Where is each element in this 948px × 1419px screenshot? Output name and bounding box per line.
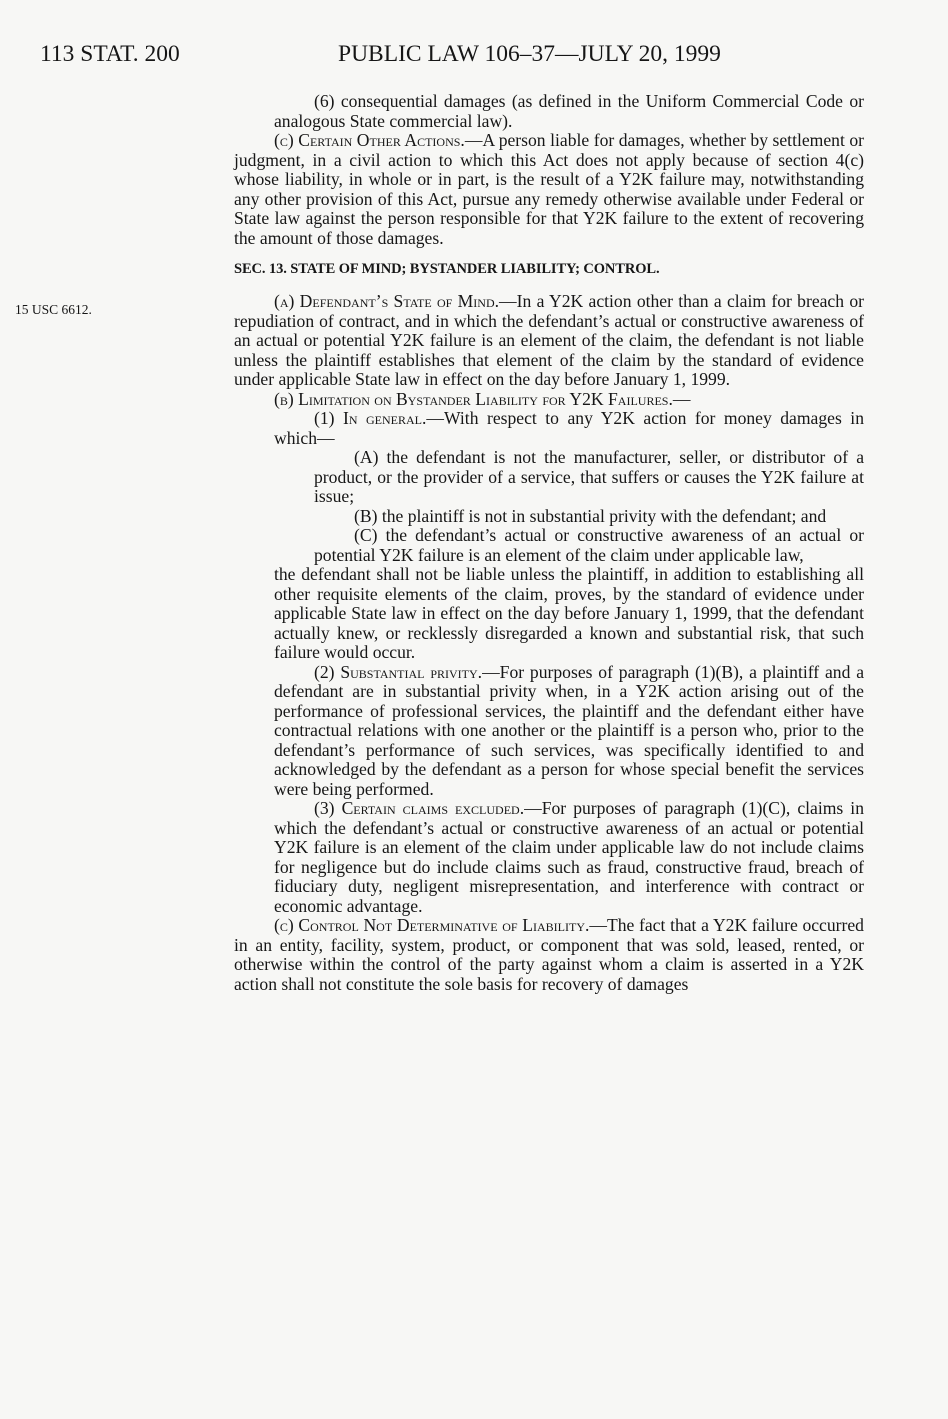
subsection-dash: — bbox=[672, 388, 691, 409]
subsection-b-bystander-liability bbox=[234, 390, 864, 410]
paragraph-heading: (3) Certain claims excluded. bbox=[314, 798, 525, 818]
paragraph-heading: (2) Substantial privity. bbox=[314, 661, 483, 682]
statute-body bbox=[234, 92, 864, 994]
paragraph-text: —For purposes of paragraph (1)(C), claims in which the defendant’s actual or constructive awareness of an actual or potential Y2K failure is an element of the claim under applicable law do not include claims for negligence but do include claims such as fraud, constructive fraud, breach of fiduciary duty, negligent misrepresentation, and interference with contract or economic advantage. bbox=[274, 798, 864, 916]
subsection-a-state-of-mind bbox=[234, 292, 864, 390]
stat-page-reference: 113 STAT. 200 bbox=[40, 41, 180, 67]
subsection-c-other-actions bbox=[234, 131, 864, 248]
subsection-heading: (a) Defendant’s State of Mind. bbox=[274, 291, 500, 311]
subsection-heading: (b) Limitation on Bystander Liability for Y2K Failures. bbox=[274, 388, 673, 409]
subsection-heading: (c) Control Not Determinative of Liability. bbox=[274, 915, 590, 935]
paragraph-text: —For purposes of paragraph (1)(B), a plaintiff and a defendant are in substantial privity when, in a Y2K action arising out of the performance of professional services, the plaintiff and the defendant either have contractual relations with one another or the plaintiff is a person who, prior to the defendant’s performance of such services, was specifically identified to and acknowledged by the defendant as a person for whose special benefit the services were being performed. bbox=[274, 661, 864, 799]
section-13-heading: SEC. 13. STATE OF MIND; BYSTANDER LIABILITY; CONTROL. bbox=[234, 261, 660, 277]
paragraph-heading: (1) In general. bbox=[314, 408, 427, 428]
subsection-text: —In a Y2K action other than a claim for breach or repudiation of contract, and in which the defendant’s actual or constructive awareness of an actual or potential Y2K failure is an element of the claim, the defendant is not liable unless the plaintiff establishes that element of the claim by the standard of evidence under applicable State law in effect on the day before January 1, 1999. bbox=[234, 291, 864, 389]
subsection-c-control-not-determinative bbox=[234, 916, 864, 994]
running-header-title: PUBLIC LAW 106–37—JULY 20, 1999 bbox=[338, 41, 721, 67]
paragraph-text: —With respect to any Y2K action for money damages in which— bbox=[274, 408, 864, 448]
subsection-text: —A person liable for damages, whether by settlement or judgment, in a civil action to which this Act does not apply because of section 4(c) whose liability, in whole or in part, is the result of a Y2K failure may, notwithstanding any other provision of this Act, pursue any remedy otherwise available under Federal or State law against the person responsible for that Y2K failure to the extent of recovering the amount of those damages. bbox=[234, 130, 865, 248]
paragraph-b1-in-general bbox=[274, 409, 864, 448]
paragraph-6: (6) consequential damages (as defined in the Uniform Commercial Code or analogous State commercial law). bbox=[274, 91, 864, 131]
usc-margin-citation: 15 USC 6612. bbox=[15, 302, 92, 317]
subparagraph-B: (B) the plaintiff is not in substantial privity with the defendant; and bbox=[354, 505, 827, 526]
paragraph-b2-substantial-privity bbox=[274, 663, 864, 800]
subsection-text: —The fact that a Y2K failure occurred in an entity, facility, system, product, or component that was sold, leased, rented, or otherwise within the control of the party against whom a claim is asserted in a Y2K action shall not constitute the sole basis for recovery of damages bbox=[234, 915, 864, 994]
paragraph-b3-claims-excluded bbox=[274, 799, 864, 916]
subparagraph-A: (A) the defendant is not the manufacturer, seller, or distributor of a product, or the provider of a service, that suffers or causes the Y2K failure at issue; bbox=[314, 447, 864, 506]
subparagraph-C: (C) the defendant’s actual or constructive awareness of an actual or potential Y2K failure is an element of the claim under applicable law, bbox=[314, 525, 864, 565]
subsection-heading: (c) Certain Other Actions. bbox=[274, 130, 465, 150]
paragraph-b1-continuation: the defendant shall not be liable unless the plaintiff, in addition to establishing all other requisite elements of the claim, proves, by the standard of evidence under applicable State law in effect on the day before January 1, 1999, that the defendant actually knew, or recklessly disregarded a known and substantial risk, that such failure would occur. bbox=[274, 564, 864, 662]
